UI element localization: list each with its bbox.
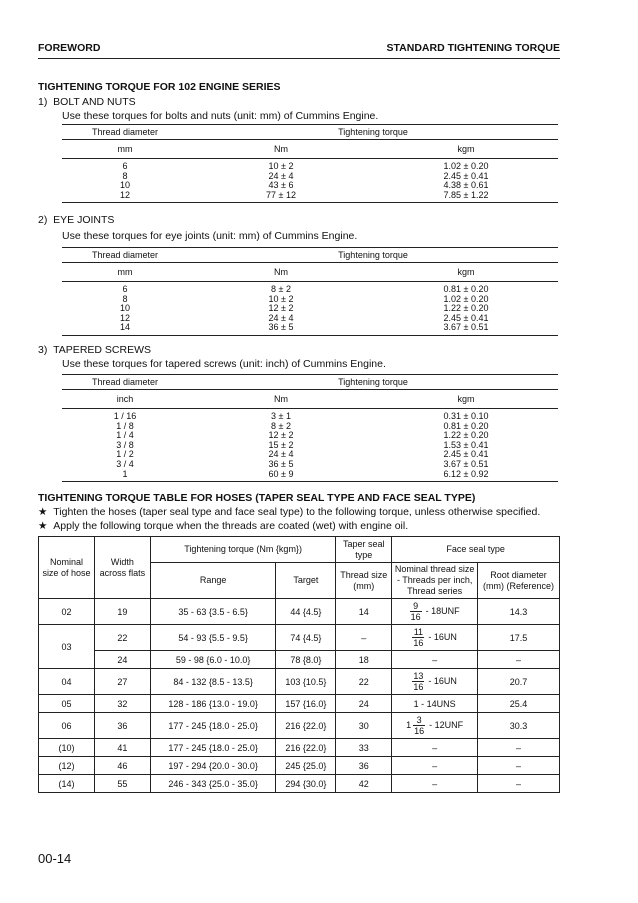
sub-kgm: kgm <box>374 263 558 282</box>
hoses-note-1 <box>38 506 540 518</box>
table-cell: 10 ± 2 <box>268 293 294 304</box>
cell-root: 25.4 <box>478 695 560 713</box>
header-left: FOREWORD <box>38 42 101 54</box>
cell-size: (10) <box>39 739 95 757</box>
bolts-desc: Use these torques for bolts and nuts (unit: mm) of Cummins Engine. <box>62 110 379 122</box>
col-thread: Thread diameter <box>62 248 188 263</box>
page-header <box>38 42 560 59</box>
col-nominal-size: Nominal size of hose <box>39 537 95 599</box>
fraction-denominator: 16 <box>413 682 424 692</box>
table-row <box>39 775 560 793</box>
kgm-values <box>374 409 558 482</box>
table-cell: 10 ± 2 <box>268 161 294 171</box>
cell-size: 04 <box>39 669 95 695</box>
fraction-denominator: 16 <box>410 612 421 622</box>
cell-nominal-thread: – <box>392 775 478 793</box>
table-body <box>62 282 558 336</box>
sub-kgm: kgm <box>374 390 558 409</box>
col-range: Range <box>150 563 276 599</box>
sub-nm: Nm <box>188 390 374 409</box>
table-cell: 6 <box>122 161 128 171</box>
col-torque: Tightening torque <box>188 375 558 390</box>
cell-width: 32 <box>94 695 150 713</box>
cell-range: 177 - 245 {18.0 - 25.0} <box>150 713 276 739</box>
col-torque: Tightening torque <box>188 248 558 263</box>
star-icon: ★ <box>38 520 48 532</box>
sub-kgm: kgm <box>374 140 558 159</box>
table-cell: 6 <box>122 284 128 294</box>
table-row <box>39 713 560 739</box>
table-cell: 1 / 4 <box>116 430 134 441</box>
col-torque: Tightening torque <box>188 125 558 140</box>
table-cell: 10 <box>119 180 130 191</box>
cell-thread: 33 <box>336 739 392 757</box>
cell-range: 35 - 63 {3.5 - 6.5} <box>150 599 276 625</box>
table-cell: 12 <box>119 312 130 323</box>
cell-nominal-thread: – <box>392 757 478 775</box>
cell-root: 20.7 <box>478 669 560 695</box>
cell-nominal-thread: – <box>392 651 478 669</box>
tapered-heading: 3) TAPERED SCREWS <box>38 344 151 356</box>
table-cell: 0.31 ± 0.10 <box>443 411 489 421</box>
cell-root: 30.3 <box>478 713 560 739</box>
thread-series: - 12UNF <box>429 719 464 730</box>
cell-thread: 30 <box>336 713 392 739</box>
cell-root: – <box>478 757 560 775</box>
cell-width: 19 <box>94 599 150 625</box>
cell-width: 46 <box>94 757 150 775</box>
table-cell: 7.85 ± 1.22 <box>443 189 489 200</box>
table-cell: 1.02 ± 0.20 <box>443 161 489 171</box>
cell-range: 84 - 132 {8.5 - 13.5} <box>150 669 276 695</box>
table-cell: 0.81 ± 0.20 <box>443 420 489 431</box>
thread-fraction <box>410 601 422 622</box>
eye-table <box>62 247 558 336</box>
hoses-note-2 <box>38 520 408 532</box>
cell-thread: 24 <box>336 695 392 713</box>
table-cell: 77 ± 12 <box>266 189 296 200</box>
fraction-denominator: 16 <box>414 726 425 736</box>
cell-root: – <box>478 651 560 669</box>
cell-size: (14) <box>39 775 95 793</box>
table-cell: 8 ± 2 <box>271 420 291 431</box>
nm-values <box>188 159 374 203</box>
cell-width: 24 <box>94 651 150 669</box>
cell-range: 197 - 294 {20.0 - 30.0} <box>150 757 276 775</box>
fraction-denominator: 16 <box>413 638 424 648</box>
table-cell: 14 <box>119 322 130 333</box>
cell-width: 27 <box>94 669 150 695</box>
cell-range: 128 - 186 {13.0 - 19.0} <box>150 695 276 713</box>
cell-width: 22 <box>94 625 150 651</box>
sub-unit: mm <box>62 263 188 282</box>
table-cell: 60 ± 9 <box>268 468 294 479</box>
table-cell: 1.22 ± 0.20 <box>443 430 489 441</box>
cell-size: 03 <box>39 625 95 669</box>
table-row <box>39 695 560 713</box>
cell-target: 44 {4.5} <box>276 599 336 625</box>
cell-width: 36 <box>94 713 150 739</box>
table-cell: 1.02 ± 0.20 <box>443 293 489 304</box>
col-thread: Thread diameter <box>62 375 188 390</box>
cell-nominal-thread: 1 - 14UNS <box>392 695 478 713</box>
cell-thread: 14 <box>336 599 392 625</box>
table-cell: 3 ± 1 <box>271 411 291 421</box>
table-cell: 12 ± 2 <box>268 430 294 441</box>
table-cell: 6.12 ± 0.92 <box>443 468 489 479</box>
col-root-diameter: Root diameter (mm) (Reference) <box>478 563 560 599</box>
thread-values <box>62 282 188 336</box>
star-icon: ★ <box>38 506 48 518</box>
note-text: Apply the following torque when the threads are coated (wet) with engine oil. <box>53 520 409 532</box>
fraction-numerator: 11 <box>413 627 424 637</box>
cell-size: 05 <box>39 695 95 713</box>
sub-unit: inch <box>62 390 188 409</box>
page-number: 00-14 <box>38 851 72 866</box>
table-cell: 0.81 ± 0.20 <box>443 284 489 294</box>
fraction-numerator: 3 <box>413 715 425 726</box>
cell-range: 177 - 245 {18.0 - 25.0} <box>150 739 276 757</box>
cell-thread: 22 <box>336 669 392 695</box>
col-width-flats: Width across flats <box>94 537 150 599</box>
fraction-numerator: 9 <box>410 601 422 612</box>
bolts-heading: 1) BOLT AND NUTS <box>38 96 136 108</box>
table-cell: 12 ± 2 <box>268 303 294 314</box>
table-row <box>39 599 560 625</box>
table-cell: 3.67 ± 0.51 <box>443 322 489 333</box>
thread-values <box>62 409 188 482</box>
kgm-values <box>374 159 558 203</box>
cell-thread: – <box>336 625 392 651</box>
cell-size: 02 <box>39 599 95 625</box>
cell-target: 74 {4.5} <box>276 625 336 651</box>
col-tightening-torque: Tightening torque (Nm {kgm}) <box>150 537 336 563</box>
hoses-table-body <box>39 599 560 793</box>
col-target: Target <box>276 563 336 599</box>
thread-series: - 16UN <box>428 675 457 686</box>
sub-unit: mm <box>62 140 188 159</box>
table-row <box>39 625 560 651</box>
thread-whole: 1 <box>406 719 412 730</box>
cell-width: 41 <box>94 739 150 757</box>
thread-values <box>62 159 188 203</box>
hoses-title: TIGHTENING TORQUE TABLE FOR HOSES (TAPER SEAL TYPE AND FACE SEAL TYPE) <box>38 492 476 504</box>
eye-desc: Use these torques for eye joints (unit: mm) of Cummins Engine. <box>62 230 358 242</box>
cell-target: 157 {16.0} <box>276 695 336 713</box>
cell-range: 246 - 343 {25.0 - 35.0} <box>150 775 276 793</box>
table-cell: 8 <box>122 293 128 304</box>
table-cell: 1 / 8 <box>116 420 134 431</box>
thread-series: - 16UN <box>428 631 457 642</box>
table-body <box>62 409 558 482</box>
table-row <box>39 651 560 669</box>
table-cell: 24 ± 4 <box>268 170 294 181</box>
section-title: TIGHTENING TORQUE FOR 102 ENGINE SERIES <box>38 81 281 93</box>
cell-size: (12) <box>39 757 95 775</box>
tapered-desc: Use these torques for tapered screws (unit: inch) of Cummins Engine. <box>62 358 386 370</box>
table-cell: 15 ± 2 <box>268 439 294 450</box>
table-cell: 3 / 4 <box>116 458 134 469</box>
sub-nm: Nm <box>188 263 374 282</box>
cell-target: 245 {25.0} <box>276 757 336 775</box>
table-cell: 36 ± 5 <box>268 458 294 469</box>
fraction-numerator: 13 <box>413 671 424 681</box>
cell-nominal-thread <box>392 625 478 651</box>
cell-target: 294 {30.0} <box>276 775 336 793</box>
table-cell: 43 ± 6 <box>268 180 294 191</box>
cell-root: – <box>478 775 560 793</box>
cell-nominal-thread <box>392 599 478 625</box>
col-nominal-thread: Nominal thread size - Threads per inch, Thread series <box>392 563 478 599</box>
cell-nominal-thread <box>392 669 478 695</box>
tapered-table <box>62 374 558 482</box>
cell-nominal-thread <box>392 713 478 739</box>
table-cell: 12 <box>119 189 130 200</box>
kgm-values <box>374 282 558 336</box>
cell-target: 216 {22.0} <box>276 713 336 739</box>
table-cell: 36 ± 5 <box>268 322 294 333</box>
table-cell: 2.45 ± 0.41 <box>443 170 489 181</box>
cell-range: 54 - 93 {5.5 - 9.5} <box>150 625 276 651</box>
table-cell: 4.38 ± 0.61 <box>443 180 489 191</box>
cell-thread: 18 <box>336 651 392 669</box>
cell-target: 78 {8.0} <box>276 651 336 669</box>
table-cell: 1.22 ± 0.20 <box>443 303 489 314</box>
table-cell: 10 <box>119 303 130 314</box>
table-cell: 24 ± 4 <box>268 312 294 323</box>
table-row <box>39 739 560 757</box>
cell-thread: 42 <box>336 775 392 793</box>
table-cell: 1 / 2 <box>116 449 134 460</box>
table-row <box>39 669 560 695</box>
cell-range: 59 - 98 {6.0 - 10.0} <box>150 651 276 669</box>
table-cell: 1 / 16 <box>113 411 137 421</box>
hoses-table <box>38 536 560 793</box>
table-cell: 24 ± 4 <box>268 449 294 460</box>
cell-target: 216 {22.0} <box>276 739 336 757</box>
eye-heading: 2) EYE JOINTS <box>38 214 115 226</box>
cell-size: 06 <box>39 713 95 739</box>
bolts-table <box>62 124 558 203</box>
nm-values <box>188 409 374 482</box>
col-thread-size: Thread size (mm) <box>336 563 392 599</box>
cell-target: 103 {10.5} <box>276 669 336 695</box>
cell-nominal-thread: – <box>392 739 478 757</box>
thread-fraction <box>412 627 424 648</box>
sub-nm: Nm <box>188 140 374 159</box>
thread-series: - 18UNF <box>425 605 460 616</box>
table-cell: 2.45 ± 0.41 <box>443 449 489 460</box>
cell-thread: 36 <box>336 757 392 775</box>
table-cell: 1 <box>122 468 128 479</box>
thread-fraction <box>413 715 425 736</box>
cell-root: 14.3 <box>478 599 560 625</box>
table-cell: 1.53 ± 0.41 <box>443 439 489 450</box>
table-cell: 2.45 ± 0.41 <box>443 312 489 323</box>
table-cell: 3 / 8 <box>116 439 134 450</box>
cell-root: – <box>478 739 560 757</box>
table-body <box>62 159 558 203</box>
table-cell: 3.67 ± 0.51 <box>443 458 489 469</box>
cell-width: 55 <box>94 775 150 793</box>
col-face-seal: Face seal type <box>392 537 560 563</box>
table-row <box>39 757 560 775</box>
nm-values <box>188 282 374 336</box>
note-text: Tighten the hoses (taper seal type and face seal type) to the following torque, unless otherwise specified. <box>53 506 541 518</box>
thread-fraction <box>412 671 424 692</box>
cell-root: 17.5 <box>478 625 560 651</box>
col-taper-seal: Taper seal type <box>336 537 392 563</box>
table-cell: 8 ± 2 <box>271 284 291 294</box>
col-thread: Thread diameter <box>62 125 188 140</box>
table-cell: 8 <box>122 170 128 181</box>
header-right: STANDARD TIGHTENING TORQUE <box>386 42 560 54</box>
